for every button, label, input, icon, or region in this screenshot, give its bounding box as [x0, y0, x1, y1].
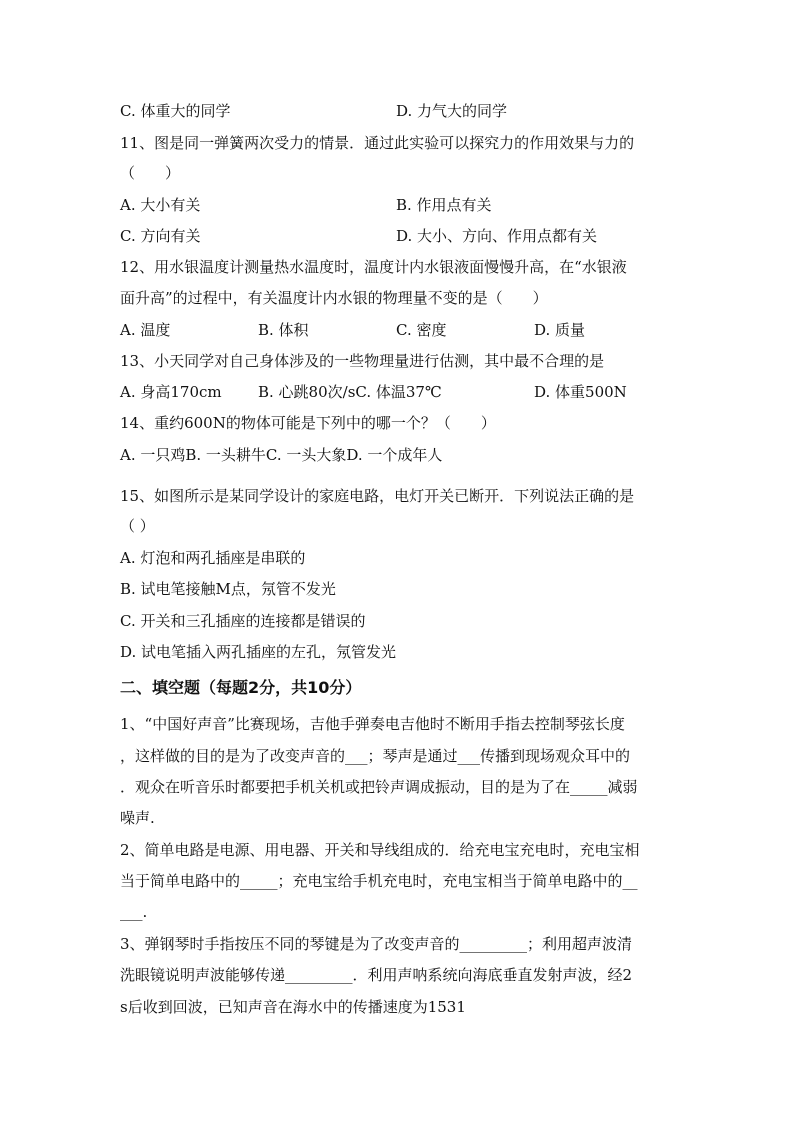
f3-line3: s后收到回波，已知声音在海水中的传播速度为1531 [120, 998, 466, 1016]
q11-option-c: C. 方向有关 [120, 227, 201, 245]
f3-line1: 3、弹钢琴时手指按压不同的琴键是为了改变声音的_________；利用超声波清 [120, 935, 633, 953]
q10-option-c: C. 体重大的同学 [120, 102, 231, 120]
q13-option-bc: B. 心跳80次/sC. 体温37℃ [258, 383, 442, 401]
q15-stem-line2: （ ） [120, 517, 155, 535]
f2-line3: ___. [120, 903, 148, 921]
q13-option-a: A. 身高170cm [120, 383, 222, 401]
q15-option-a: A. 灯泡和两孔插座是串联的 [120, 549, 306, 567]
q10-option-d: D. 力气大的同学 [396, 102, 508, 120]
f2-line2: 当于简单电路中的_____；充电宝给手机充电时，充电宝相当于简单电路中的__ [120, 872, 638, 890]
q15-option-c: C. 开关和三孔插座的连接都是错误的 [120, 612, 366, 630]
q12-option-d: D. 质量 [534, 321, 586, 339]
q11-option-b: B. 作用点有关 [396, 196, 492, 214]
q11-stem-line1: 11、图是同一弹簧两次受力的情景．通过此实验可以探究力的作用效果与力的 [120, 134, 635, 152]
section-heading-fill-in: 二、填空题（每题2分，共10分） [120, 678, 362, 697]
f3-line2: 洗眼镜说明声波能够传递_________．利用声呐系统向海底垂直发射声波，经2 [120, 966, 633, 984]
q14-options: A. 一只鸡B. 一头耕牛C. 一头大象D. 一个成年人 [120, 446, 443, 464]
q11-stem-line2: （ ） [120, 164, 181, 182]
q13-option-d: D. 体重500N [534, 383, 627, 401]
f1-line4: 噪声. [120, 809, 155, 827]
q11-option-a: A. 大小有关 [120, 196, 201, 214]
q12-option-b: B. 体积 [258, 321, 309, 339]
q12-option-a: A. 温度 [120, 321, 171, 339]
q15-option-d: D. 试电笔插入两孔插座的左孔，氖管发光 [120, 643, 397, 661]
q15-stem-line1: 15、如图所示是某同学设计的家庭电路，电灯开关已断开．下列说法正确的是 [120, 487, 635, 505]
f2-line1: 2、简单电路是电源、用电器、开关和导线组成的．给充电宝充电时，充电宝相 [120, 841, 640, 859]
q15-option-b: B. 试电笔接触M点，氖管不发光 [120, 580, 336, 598]
q12-stem-line1: 12、用水银温度计测量热水温度时，温度计内水银液面慢慢升高，在“水银液 [120, 258, 627, 276]
q11-option-d: D. 大小、方向、作用点都有关 [396, 227, 598, 245]
q14-stem: 14、重约600N的物体可能是下列中的哪一个？（ ） [120, 414, 496, 432]
f1-line2: ，这样做的目的是为了改变声音的___；琴声是通过___传播到现场观众耳中的 [120, 747, 631, 765]
q13-stem: 13、小天同学对自己身体涉及的一些物理量进行估测，其中最不合理的是 [120, 352, 605, 370]
q12-stem-line2: 面升高”的过程中，有关温度计内水银的物理量不变的是（ ） [120, 289, 548, 307]
f1-line3: ．观众在听音乐时都要把手机关机或把铃声调成振动，目的是为了在_____减弱 [120, 778, 638, 796]
q12-option-c: C. 密度 [396, 321, 447, 339]
f1-line1: 1、“中国好声音”比赛现场，吉他手弹奏电吉他时不断用手指去控制琴弦长度 [120, 715, 625, 733]
